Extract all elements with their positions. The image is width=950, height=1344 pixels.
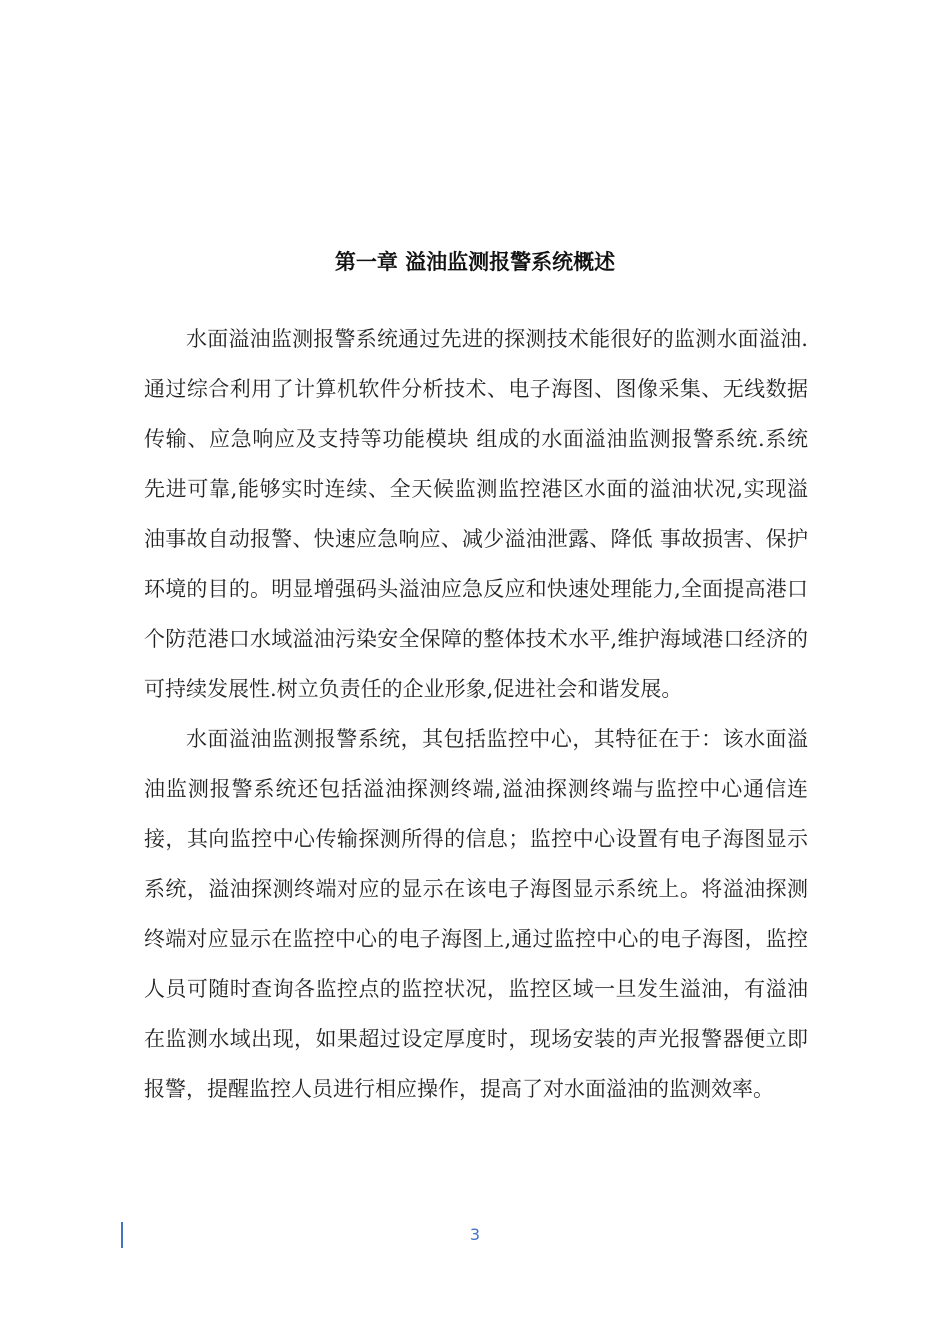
page-number: 3 xyxy=(469,1225,481,1244)
paragraph-2: 水面溢油监测报警系统，其包括监控中心，其特征在于：该水面溢油监测报警系统还包括溢油探测终端,溢油探测终端与监控中心通信连接，其向监控中心传输探测所得的信息；监控中心设置有电子海图显示系统，溢油探测终端对应的显示在该电子海图显示系统上。将溢油探测终端对应显示在监控中心的电子海图上,通过监控中心的电子海图，监控人员可随时查询各监控点的监控状况，监控区域一旦发生溢油，有溢油在监测水域出现，如果超过设定厚度时，现场安装的声光报警器便立即报警，提醒监控人员进行相应操作，提高了对水面溢油的监测效率。 xyxy=(144,727,808,1101)
chapter-title: 第一章 溢油监测报警系统概述 xyxy=(334,250,616,274)
paragraph-1: 水面溢油监测报警系统通过先进的探测技术能很好的监测水面溢油.通过综合利用了计算机软件分析技术、电子海图、图像采集、无线数据传输、应急响应及支持等功能模块 组成的水面溢油监测报警系统.系统先进可靠,能够实时连续、全天候监测监控港区水面的溢油状况,实现溢油事故自动报警、快速应急响应、减少溢油泄露、降低 事故损害、保护环境的目的。明显增强码头溢油应急反应和快速处理能力,全面提高港口个防范港口水域溢油污染安全保障的整体技术水平,维护海域港口经济的可持续发展性.树立负责任的企业形象,促进社会和谐发展。 xyxy=(144,327,808,701)
body-text xyxy=(144,314,808,1114)
